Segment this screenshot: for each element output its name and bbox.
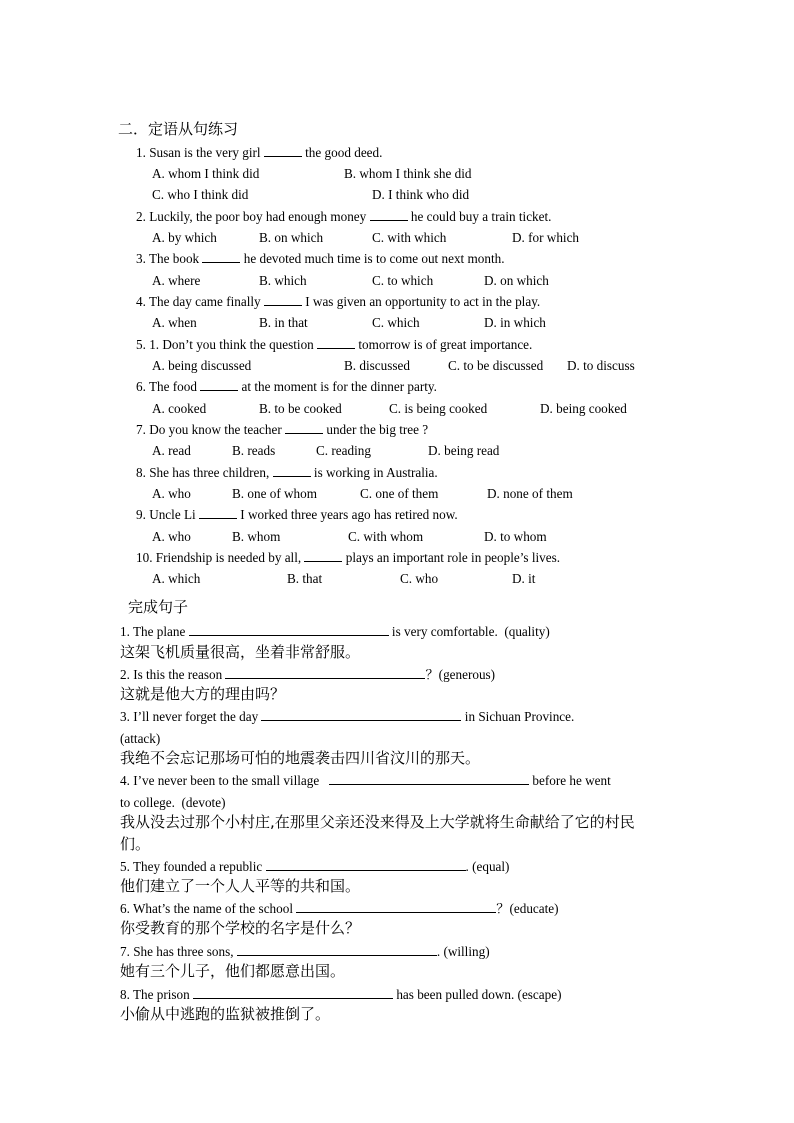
option-d: D. I think who did [372, 187, 470, 202]
question-text-post: at the moment is for the dinner party. [241, 379, 437, 394]
option-d: D. on which [484, 273, 549, 288]
chinese-translation: 小偷从中逃跑的监狱被推倒了。 [120, 1005, 331, 1023]
answer-blank[interactable] [225, 666, 425, 679]
item-number: 1. [120, 624, 130, 639]
option-a: A. being discussed [152, 358, 252, 373]
question-number: 1. [136, 145, 146, 160]
question-text-post: I worked three years ago has retired now. [240, 507, 458, 522]
sentence-item-1 [120, 623, 550, 641]
answer-blank[interactable] [317, 336, 355, 349]
item-text-continued: (attack) [120, 731, 161, 746]
section-heading-relative-clauses: 二．定语从句练习 [118, 120, 239, 138]
option-b: B. whom [232, 529, 281, 544]
chinese-translation: 这架飞机质量很高，坐着非常舒服。 [120, 643, 361, 661]
question-number: 10. [136, 550, 153, 565]
option-b: B. to be cooked [259, 401, 342, 416]
item-text-pre: I’ve never been to the small village [133, 773, 320, 788]
chinese-translation: 她有三个儿子，他们都愿意出国。 [120, 962, 346, 980]
question-5 [136, 336, 532, 354]
option-a: A. when [152, 315, 197, 330]
question-3 [136, 250, 505, 268]
option-b: B. discussed [344, 358, 410, 373]
option-a: A. whom I think did [152, 166, 260, 181]
question-text-pre: 1. Don’t you think the question [149, 337, 314, 352]
chinese-translation-continued: 们。 [120, 835, 151, 853]
question-number: 8. [136, 465, 146, 480]
answer-blank[interactable] [193, 986, 393, 999]
item-text-pre: Is this the reason [133, 667, 223, 682]
question-text-post: the good deed. [305, 145, 383, 160]
item-text-pre: What’s the name of the school [132, 901, 293, 916]
question-text-pre: The food [148, 379, 197, 394]
item-text-post: has been pulled down. (escape) [396, 987, 562, 1002]
option-c: C. reading [316, 443, 371, 458]
item-text-pre: The prison [132, 987, 190, 1002]
option-d: D. to whom [484, 529, 547, 544]
answer-blank[interactable] [266, 858, 466, 871]
question-text-pre: She has three children, [149, 465, 270, 480]
sentence-item-3 [120, 708, 574, 726]
item-text-post: ？(generous) [425, 667, 496, 682]
question-7 [136, 421, 428, 439]
question-text-post: I was given an opportunity to act in the play. [305, 294, 541, 309]
option-a: A. who [152, 529, 191, 544]
answer-blank[interactable] [237, 943, 437, 956]
chinese-translation: 这就是他大方的理由吗？ [120, 685, 286, 703]
item-text-pre: I’ll never forget the day [133, 709, 259, 724]
question-text-post: under the big tree ? [326, 422, 429, 437]
option-d: D. in which [484, 315, 546, 330]
option-d: D. to discuss [567, 358, 635, 373]
question-8 [136, 464, 438, 482]
question-text-pre: Susan is the very girl [149, 145, 261, 160]
chinese-translation: 我从没去过那个小村庄,在那里父亲还没来得及上大学就将生命献给了它的村民 [120, 813, 635, 831]
question-2 [136, 208, 551, 226]
sentence-item-6 [120, 900, 559, 918]
question-number: 5. [136, 337, 146, 352]
option-c: C. is being cooked [389, 401, 488, 416]
option-d: D. being cooked [540, 401, 627, 416]
item-number: 6. [120, 901, 130, 916]
answer-blank[interactable] [370, 208, 408, 221]
question-number: 6. [136, 379, 146, 394]
option-a: A. by which [152, 230, 217, 245]
question-text-pre: The book [148, 251, 200, 266]
option-c: C. one of them [360, 486, 439, 501]
question-text-pre: Do you know the teacher [149, 422, 282, 437]
question-text-post: he devoted much time is to come out next month. [243, 251, 505, 266]
question-text-post: is working in Australia. [313, 465, 438, 480]
option-b: B. reads [232, 443, 276, 458]
option-c: C. which [372, 315, 420, 330]
item-text-post: . (willing) [436, 944, 490, 959]
question-text-post: plays an important role in people’s lives. [345, 550, 561, 565]
question-10 [136, 549, 560, 567]
item-number: 5. [120, 859, 130, 874]
option-c: C. with whom [348, 529, 424, 544]
question-number: 9. [136, 507, 146, 522]
item-text-post: before he went [532, 773, 611, 788]
item-text-pre: They founded a republic [132, 859, 263, 874]
question-number: 7. [136, 422, 146, 437]
question-text-post: tomorrow is of great importance. [358, 337, 533, 352]
question-1 [136, 144, 382, 162]
answer-blank[interactable] [273, 464, 311, 477]
option-d: D. being read [428, 443, 500, 458]
option-a: A. who [152, 486, 191, 501]
item-text-post: is very comfortable. (quality) [391, 624, 550, 639]
item-text-post: . (equal) [465, 859, 510, 874]
answer-blank[interactable] [264, 293, 302, 306]
chinese-translation: 他们建立了一个人人平等的共和国。 [120, 877, 361, 895]
question-text-post: he could buy a train ticket. [410, 209, 552, 224]
item-text-pre: She has three sons, [133, 944, 234, 959]
item-number: 3. [120, 709, 130, 724]
answer-blank[interactable] [261, 708, 461, 721]
option-b: B. in that [259, 315, 308, 330]
option-a: A. which [152, 571, 201, 586]
sentence-item-7 [120, 943, 490, 961]
sentence-item-4 [120, 772, 611, 790]
option-d: D. for which [512, 230, 580, 245]
item-text-pre: The plane [132, 624, 186, 639]
option-c: C. with which [372, 230, 447, 245]
chinese-translation: 我绝不会忘记那场可怕的地震袭击四川省汶川的那天。 [120, 749, 481, 767]
item-number: 7. [120, 944, 130, 959]
question-number: 4. [136, 294, 146, 309]
option-b: B. which [259, 273, 307, 288]
option-b: B. whom I think she did [344, 166, 472, 181]
question-6 [136, 378, 437, 396]
sentence-item-8 [120, 986, 561, 1004]
answer-blank[interactable] [304, 549, 342, 562]
option-b: B. on which [259, 230, 324, 245]
item-text-continued: to college. (devote) [120, 795, 226, 810]
answer-blank[interactable] [329, 772, 529, 785]
answer-blank[interactable] [264, 144, 302, 157]
question-text-pre: The day came finally [148, 294, 261, 309]
question-text-pre: Friendship is needed by all, [155, 550, 302, 565]
item-text-post: ？(educate) [496, 901, 559, 916]
chinese-translation: 你受教育的那个学校的名字是什么？ [120, 919, 361, 937]
option-a: A. cooked [152, 401, 207, 416]
question-9 [136, 506, 458, 524]
item-text-post: in Sichuan Province. [464, 709, 575, 724]
answer-blank[interactable] [189, 623, 389, 636]
answer-blank[interactable] [285, 421, 323, 434]
item-number: 4. [120, 773, 130, 788]
answer-blank[interactable] [200, 378, 238, 391]
option-c: C. to which [372, 273, 434, 288]
item-number: 8. [120, 987, 130, 1002]
option-d: D. it [512, 571, 536, 586]
item-number: 2. [120, 667, 130, 682]
question-number: 2. [136, 209, 146, 224]
question-4 [136, 293, 540, 311]
option-c: C. who I think did [152, 187, 249, 202]
section-heading-complete-sentences: 完成句子 [128, 598, 189, 616]
answer-blank[interactable] [296, 900, 496, 913]
question-text-pre: Luckily, the poor boy had enough money [149, 209, 367, 224]
option-c: C. to be discussed [448, 358, 544, 373]
option-b: B. that [287, 571, 323, 586]
answer-blank[interactable] [202, 250, 240, 263]
sentence-item-5 [120, 858, 509, 876]
option-b: B. one of whom [232, 486, 317, 501]
answer-blank[interactable] [199, 506, 237, 519]
question-text-pre: Uncle Li [149, 507, 196, 522]
option-c: C. who [400, 571, 439, 586]
option-d: D. none of them [487, 486, 573, 501]
option-a: A. read [152, 443, 191, 458]
question-number: 3. [136, 251, 146, 266]
sentence-item-2 [120, 666, 495, 684]
option-a: A. where [152, 273, 201, 288]
